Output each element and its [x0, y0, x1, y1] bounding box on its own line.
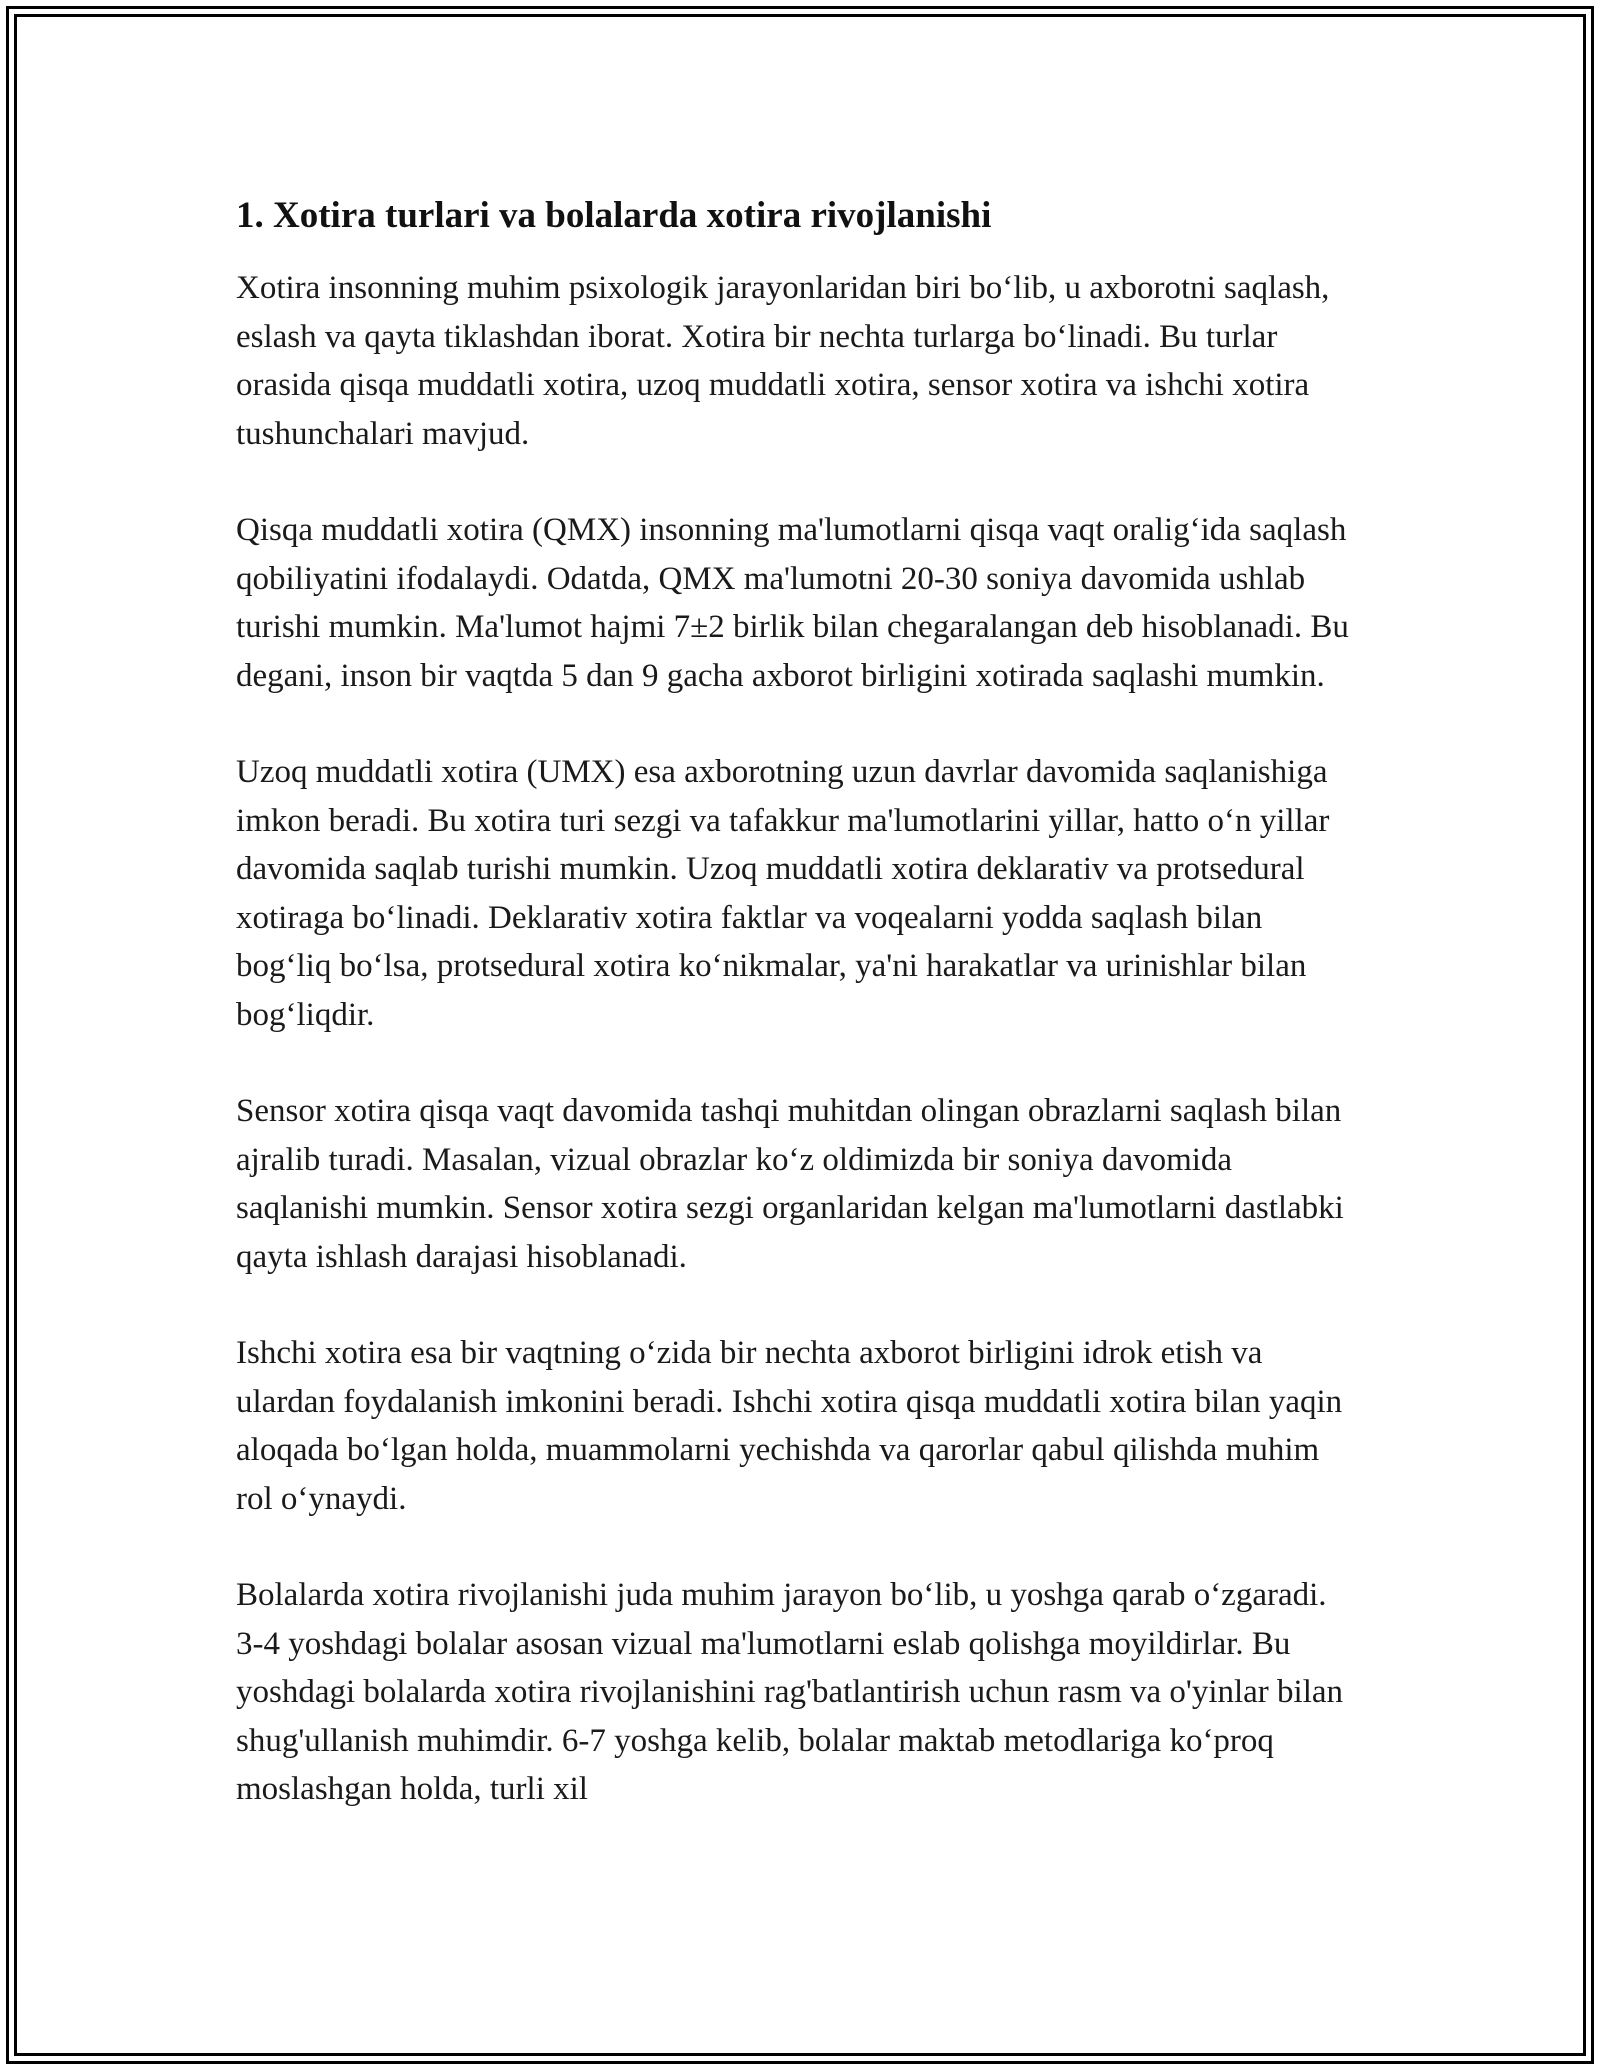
paragraph-working-memory: Ishchi xotira esa bir vaqtning o‘zida bir nechta axborot birligini idrok etish va ulardan foydalanish imkonini beradi. Ishchi xotira qisqa muddatli xotira bilan yaqin aloqada bo‘lgan holda, muammolarni yechishda va qarorlar qabul qilishda muhim rol o‘ynaydi. [236, 1335, 1343, 1517]
paragraph-child-memory-development: Bolalarda xotira rivojlanishi juda muhim jarayon bo‘lib, u yoshga qarab o‘zgaradi. 3-4 yoshdagi bolalar asosan vizual ma'lumotlarni eslab qolishga moyildirlar. Bu yoshdagi bolalarda xotira rivojlanishini rag'batlantirish uchun rasm va o'yinlar bilan shug'ullanish muhimdir. 6-7 yoshga kelib, bolalar maktab metodlariga ko‘proq moslashgan holda, turli xil [236, 1577, 1344, 1807]
paragraph-short-term-memory: Qisqa muddatli xotira (QMX) insonning ma'lumotlarni qisqa vaqt oralig‘ida saqlash qobiliyatini ifodalaydi. Odatda, QMX ma'lumotni 20-30 soniya davomida ushlab turishi mumkin. Ma'lumot hajmi 7±2 birlik bilan chegaralangan deb hisoblanadi. Bu degani, inson bir vaqtda 5 dan 9 gacha axborot birligini xotirada saqlashi mumkin. [236, 512, 1349, 694]
paragraph-xotira-intro: Xotira insonning muhim psixologik jarayonlaridan biri bo‘lib, u axborotni saqlash, eslash va qayta tiklashdan iborat. Xotira bir nechta turlarga bo‘linadi. Bu turlar orasida qisqa muddatli xotira, uzoq muddatli xotira, sensor xotira va ishchi xotira tushunchalari mavjud. [236, 270, 1330, 452]
paragraph-sensor-memory: Sensor xotira qisqa vaqt davomida tashqi muhitdan olingan obrazlarni saqlash bilan ajralib turadi. Masalan, vizual obrazlar ko‘z oldimizda bir soniya davomida saqlanishi mumkin. Sensor xotira sezgi organlaridan kelgan ma'lumotlarni dastlabki qayta ishlash darajasi hisoblanadi. [236, 1093, 1344, 1275]
paragraph-long-term-memory: Uzoq muddatli xotira (UMX) esa axborotning uzun davrlar davomida saqlanishiga imkon beradi. Bu xotira turi sezgi va tafakkur ma'lumotlarini yillar, hatto o‘n yillar davomida saqlab turishi mumkin. Uzoq muddatli xotira deklarativ va protsedural xotiraga bo‘linadi. Deklarativ xotira faktlar va voqealarni yodda saqlash bilan bog‘liq bo‘lsa, protsedural xotira ko‘nikmalar, ya'ni harakatlar va urinishlar bilan bog‘liqdir. [236, 754, 1330, 1033]
section-heading: 1. Xotira turlari va bolalarda xotira rivojlanishi [236, 195, 992, 236]
document-body [236, 188, 1356, 1814]
